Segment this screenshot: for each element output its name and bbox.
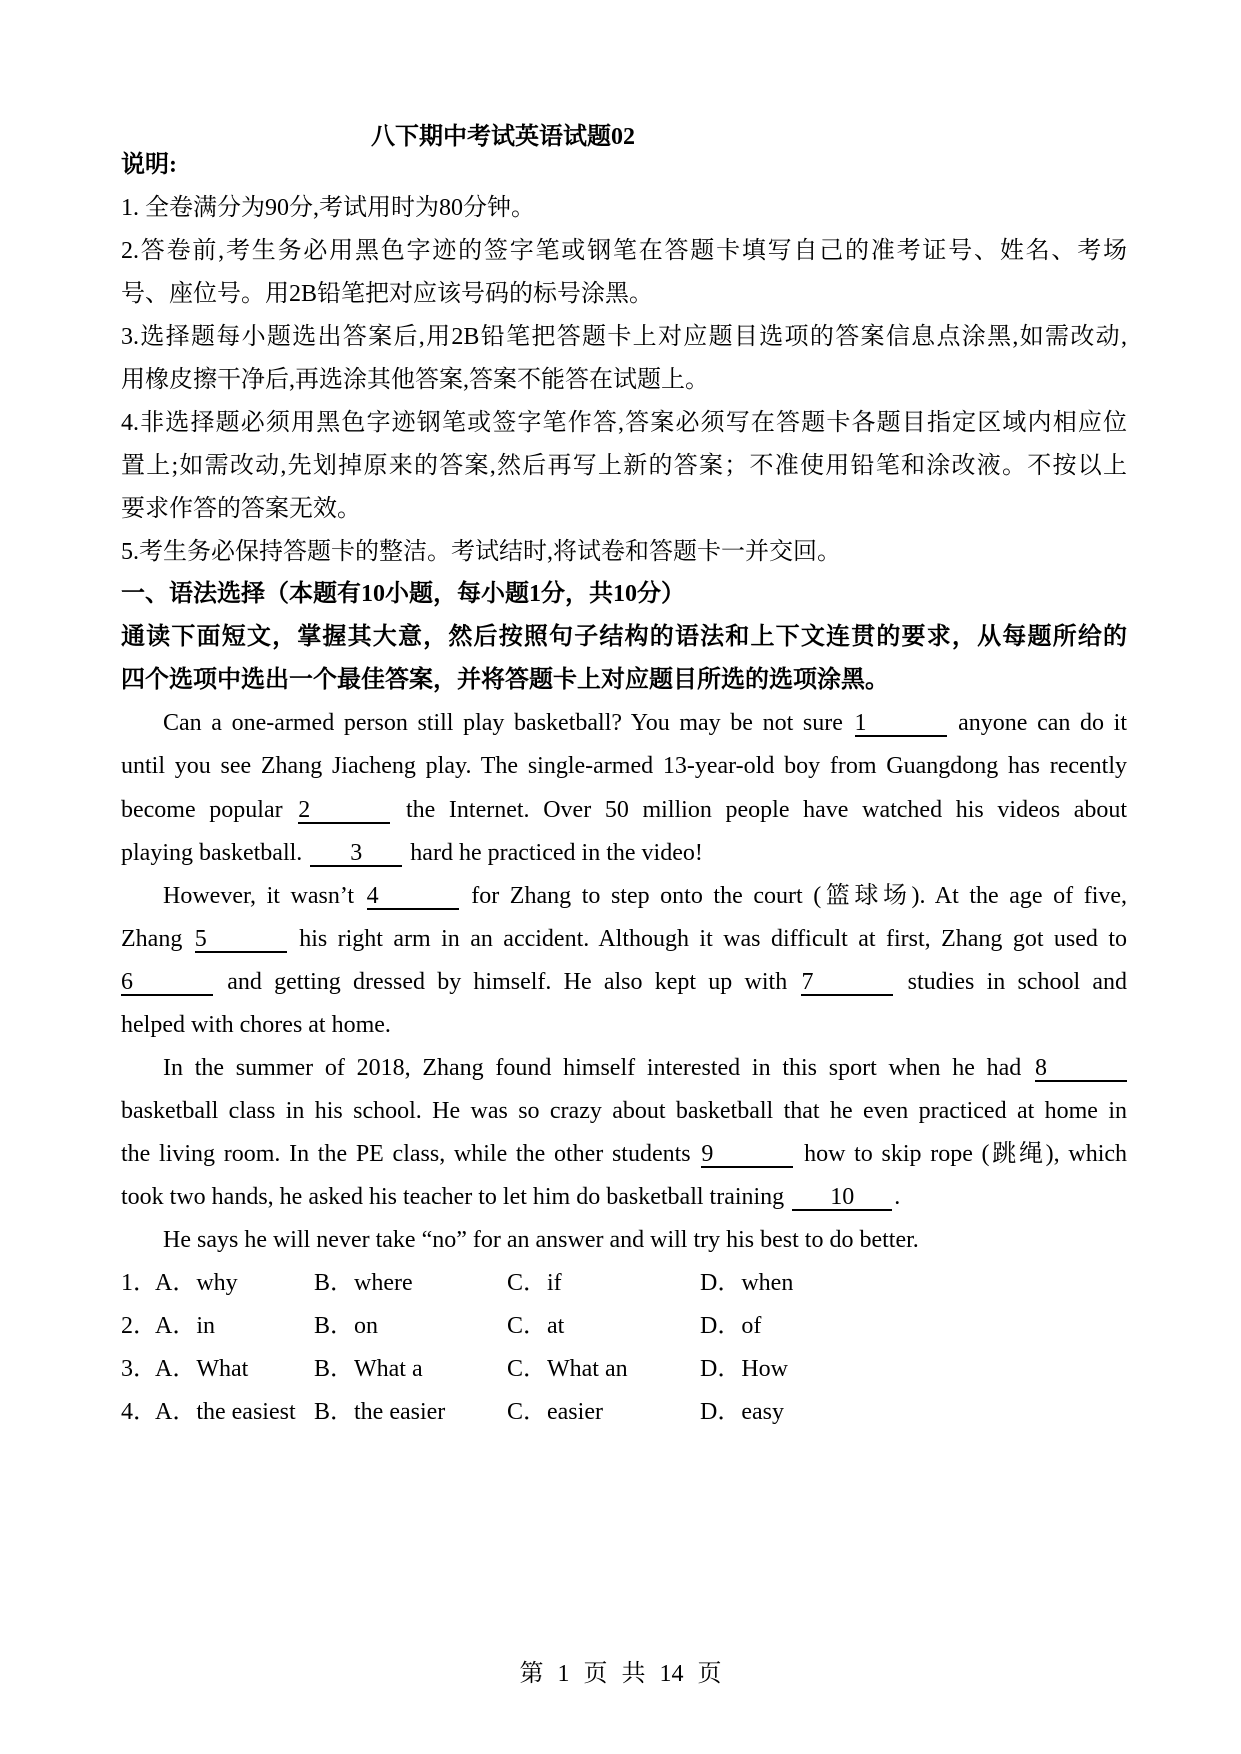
blank-3: 3 bbox=[310, 841, 402, 867]
passage-text: studies in school and bbox=[907, 969, 1128, 995]
question-number: 4． bbox=[121, 1399, 157, 1425]
note-line: 要求作答的答案无效。 bbox=[121, 496, 361, 522]
option-a[interactable]: A．why bbox=[155, 1270, 238, 1296]
passage-line bbox=[121, 1053, 1127, 1083]
note-line: 置上;如需改动,先划掉原来的答案,然后再写上新的答案；不准使用铅笔和涂改液。不按以上 bbox=[121, 453, 1127, 479]
passage-line bbox=[121, 795, 1127, 825]
passage-text: However, it wasn’t bbox=[163, 883, 355, 909]
passage-text: and getting dressed by himself. He also kept up with bbox=[227, 969, 788, 995]
passage-text: for Zhang to step onto the court (篮球场). At the age of five, bbox=[471, 883, 1128, 909]
option-c[interactable]: C．easier bbox=[507, 1399, 603, 1425]
note-line: 1. 全卷满分为90分,考试用时为80分钟。 bbox=[121, 195, 535, 221]
blank-4: 4 bbox=[367, 884, 459, 910]
blank-7: 7 bbox=[801, 970, 893, 996]
passage-text: anyone can do it bbox=[958, 710, 1127, 736]
note-line: 5.考生务必保持答题卡的整洁。考试结时,将试卷和答题卡一并交回。 bbox=[121, 539, 841, 565]
option-d[interactable]: D．easy bbox=[700, 1399, 784, 1425]
option-b[interactable]: B．What a bbox=[314, 1356, 423, 1382]
option-a[interactable]: A．What bbox=[155, 1356, 249, 1382]
passage-line bbox=[121, 708, 1127, 738]
option-c[interactable]: C．if bbox=[507, 1270, 562, 1296]
passage-line bbox=[121, 1139, 1127, 1169]
blank-6: 6 bbox=[121, 970, 213, 996]
option-b[interactable]: B．the easier bbox=[314, 1399, 446, 1425]
blank-9: 9 bbox=[701, 1142, 793, 1168]
passage-line: basketball class in his school. He was so crazy about basketball that he even practiced at home in bbox=[121, 1098, 1127, 1124]
note-line: 4.非选择题必须用黑色字迹钢笔或签字笔作答,答案必须写在答题卡各题目指定区域内相应位 bbox=[121, 410, 1127, 436]
section-heading: 一、语法选择（本题有10小题，每小题1分，共10分） bbox=[121, 581, 685, 607]
notes-heading: 说明: bbox=[121, 152, 177, 178]
document-title: 八下期中考试英语试题02 bbox=[371, 124, 635, 150]
section-instruction: 通读下面短文，掌握其大意，然后按照句子结构的语法和上下文连贯的要求，从每题所给的 bbox=[121, 624, 1127, 650]
passage-text: his right arm in an accident. Although it was difficult at first, Zhang got used to bbox=[299, 926, 1128, 952]
passage-text: playing basketball. bbox=[121, 840, 303, 866]
note-line: 用橡皮擦干净后,再选涂其他答案,答案不能答在试题上。 bbox=[121, 367, 709, 393]
option-c[interactable]: C．What an bbox=[507, 1356, 628, 1382]
passage-line bbox=[121, 924, 1127, 954]
option-a[interactable]: A．the easiest bbox=[155, 1399, 296, 1425]
question-number: 2． bbox=[121, 1313, 157, 1339]
passage-text: the Internet. Over 50 million people have watched his videos about bbox=[405, 797, 1128, 823]
passage-text: Can a one-armed person still play basketball? You may be not sure bbox=[163, 710, 843, 736]
passage-line bbox=[121, 881, 1127, 911]
passage-text: Zhang bbox=[121, 926, 183, 952]
passage-line: until you see Zhang Jiacheng play. The single-armed 13-year-old boy from Guangdong has recently bbox=[121, 753, 1127, 779]
option-a[interactable]: A．in bbox=[155, 1313, 215, 1339]
option-b[interactable]: B．on bbox=[314, 1313, 379, 1339]
passage-text: how to skip rope (跳绳), which bbox=[804, 1141, 1128, 1167]
question-number: 3． bbox=[121, 1356, 157, 1382]
passage-text: took two hands, he asked his teacher to let him do basketball training bbox=[121, 1184, 785, 1210]
blank-8: 8 bbox=[1035, 1056, 1127, 1082]
option-b[interactable]: B．where bbox=[314, 1270, 413, 1296]
option-d[interactable]: D．when bbox=[700, 1270, 794, 1296]
passage-text: become popular bbox=[121, 797, 283, 823]
passage-text: hard he practiced in the video! bbox=[410, 840, 703, 866]
passage-text: the living room. In the PE class, while the other students bbox=[121, 1141, 691, 1167]
section-instruction: 四个选项中选出一个最佳答案，并将答题卡上对应题目所选的选项涂黑。 bbox=[121, 667, 889, 693]
option-c[interactable]: C．at bbox=[507, 1313, 565, 1339]
passage-line: helped with chores at home. bbox=[121, 1012, 391, 1038]
note-line: 3.选择题每小题选出答案后,用2B铅笔把答题卡上对应题目选项的答案信息点涂黑,如需改动, bbox=[121, 324, 1127, 350]
blank-5: 5 bbox=[195, 927, 287, 953]
blank-1: 1 bbox=[855, 711, 947, 737]
passage-line bbox=[121, 838, 703, 868]
passage-text: In the summer of 2018, Zhang found himself interested in this sport when he had bbox=[163, 1055, 1022, 1081]
option-d[interactable]: D．How bbox=[700, 1356, 788, 1382]
note-line: 2.答卷前,考生务必用黑色字迹的签字笔或钢笔在答题卡填写自己的准考证号、姓名、考场 bbox=[121, 238, 1127, 264]
page-footer: 第 1 页 共 14 页 bbox=[519, 1661, 722, 1687]
blank-10: 10 bbox=[792, 1185, 892, 1211]
option-d[interactable]: D．of bbox=[700, 1313, 762, 1339]
question-number: 1． bbox=[121, 1270, 157, 1296]
passage-line bbox=[121, 1182, 900, 1212]
passage-line bbox=[121, 967, 1127, 997]
blank-2: 2 bbox=[298, 798, 390, 824]
passage-line: He says he will never take “no” for an answer and will try his best to do better. bbox=[163, 1227, 919, 1253]
passage-text: . bbox=[894, 1184, 901, 1210]
note-line: 号、座位号。用2B铅笔把对应该号码的标号涂黑。 bbox=[121, 281, 654, 307]
